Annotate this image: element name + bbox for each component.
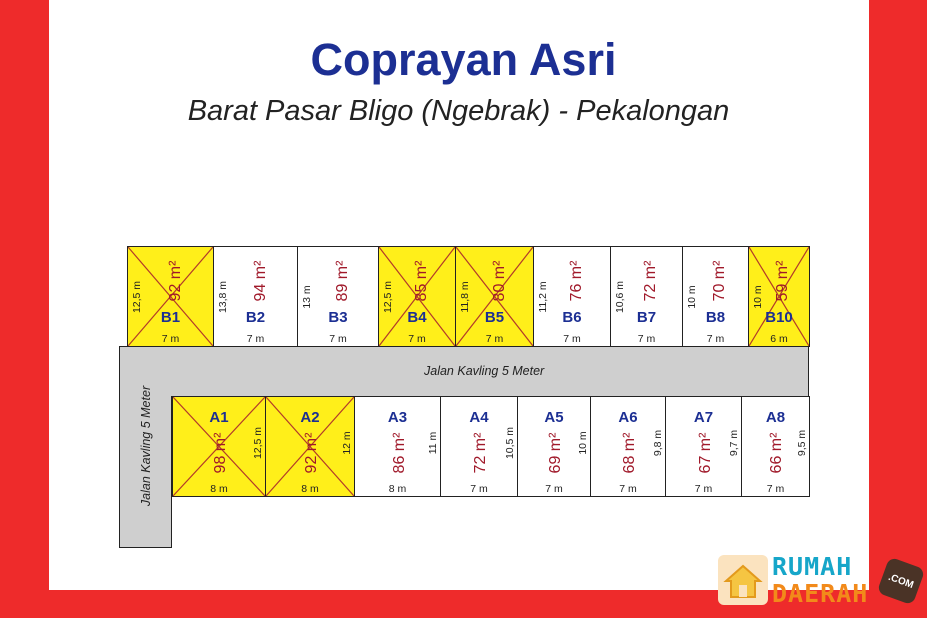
lot-width: 7 m — [694, 483, 713, 495]
lot-name: B3 — [328, 309, 348, 326]
lot-width: 7 m — [246, 333, 265, 345]
lot-width: 7 m — [470, 483, 488, 495]
lot-depth: 11,2 m — [537, 281, 549, 313]
lot-name: B5 — [484, 309, 505, 326]
lot-width: 8 m — [301, 483, 319, 495]
lot-a3 — [354, 396, 441, 497]
lot-width: 7 m — [563, 333, 581, 345]
lot-area: 85 m² — [413, 260, 431, 302]
lot-name: B8 — [705, 309, 726, 326]
logo-text-line1: RUMAH — [772, 552, 853, 581]
lot-depth: 13 m — [301, 285, 313, 309]
lot-area: 72 m² — [472, 432, 490, 474]
lot-depth: 9,5 m — [796, 429, 808, 457]
lot-depth: 10 m — [752, 285, 764, 309]
lot-name: A7 — [693, 409, 714, 426]
lot-b10 — [748, 246, 810, 347]
page-title: Coprayan Asri — [310, 34, 617, 85]
lot-area: 92 m² — [167, 260, 185, 302]
lot-width: 7 m — [329, 333, 347, 345]
lot-width: 7 m — [545, 483, 563, 495]
road-horizontal-label: Jalan Kavling 5 Meter — [424, 364, 545, 378]
lot-b8 — [682, 246, 749, 347]
lot-depth: 13,8 m — [217, 280, 229, 314]
lot-area: 86 m² — [390, 432, 408, 474]
lot-depth: 10,5 m — [504, 426, 516, 460]
lot-area: 70 m² — [710, 260, 728, 302]
lot-b4 — [378, 246, 456, 347]
lot-name: A1 — [209, 409, 229, 426]
page-subtitle: Barat Pasar Bligo (Ngebrak) - Pekalongan — [187, 95, 730, 127]
lot-name: A3 — [387, 409, 408, 426]
lot-width: 8 m — [210, 483, 228, 495]
house-icon — [718, 555, 768, 605]
lot-depth: 9,7 m — [728, 429, 740, 457]
lot-name: B2 — [245, 309, 266, 326]
lot-area: 59 m² — [774, 260, 792, 302]
lot-b7 — [610, 246, 683, 347]
lot-area: 76 m² — [568, 260, 586, 302]
lot-area: 69 m² — [546, 432, 564, 474]
lot-depth: 12,5 m — [252, 426, 264, 460]
lot-a7 — [665, 396, 742, 497]
lot-depth: 9,8 m — [652, 429, 664, 457]
lot-name: B6 — [562, 309, 582, 326]
lot-b1 — [127, 246, 214, 347]
lot-area: 72 m² — [642, 260, 660, 302]
lot-b3 — [297, 246, 379, 347]
lot-name: A5 — [544, 409, 564, 426]
lot-width: 7 m — [619, 483, 637, 495]
lot-width: 8 m — [388, 483, 407, 495]
lot-depth: 12 m — [341, 431, 353, 455]
lot-depth: 12,5 m — [382, 280, 394, 314]
lot-a4 — [440, 396, 518, 497]
lot-b5 — [455, 246, 534, 347]
lot-b6 — [533, 246, 611, 347]
lot-depth: 10 m — [577, 431, 589, 455]
lot-depth: 11,8 m — [459, 281, 471, 313]
road-vertical-label: Jalan Kavling 5 Meter — [139, 385, 153, 507]
lot-name: B1 — [160, 309, 181, 326]
lot-width: 7 m — [706, 333, 725, 345]
lot-depth: 10,6 m — [614, 280, 626, 314]
lot-area: 92 m² — [303, 432, 321, 474]
lot-area: 68 m² — [621, 432, 638, 474]
lot-name: A6 — [618, 409, 638, 426]
lot-width: 6 m — [770, 333, 788, 345]
lot-b2 — [213, 246, 298, 347]
lot-a2 — [265, 396, 355, 497]
lot-name: B4 — [407, 309, 427, 326]
lot-width: 7 m — [637, 333, 656, 345]
logo-suffix: .COM — [877, 557, 926, 606]
lot-depth: 10 m — [686, 285, 698, 309]
lot-area: 98 m² — [212, 432, 230, 474]
lot-area: 67 m² — [696, 432, 714, 474]
lot-area: 94 m² — [252, 260, 270, 302]
lot-name: A2 — [300, 409, 320, 426]
logo-text-line2: DAERAH — [772, 579, 869, 608]
lot-a5 — [517, 396, 591, 497]
lot-a6 — [590, 396, 666, 497]
lot-name: B10 — [765, 309, 793, 326]
lot-width: 7 m — [161, 333, 180, 345]
lot-width: 7 m — [766, 483, 785, 495]
lot-depth: 11 m — [427, 431, 439, 455]
lot-width: 7 m — [485, 333, 504, 345]
lot-area: 66 m² — [768, 432, 786, 474]
lot-a8 — [741, 396, 810, 497]
lot-depth: 12,5 m — [131, 280, 143, 314]
logo — [714, 552, 919, 608]
lot-name: B7 — [636, 309, 657, 326]
lot-name: A8 — [765, 409, 786, 426]
lot-name: A4 — [469, 409, 489, 426]
lot-area: 80 m² — [490, 260, 508, 302]
lot-width: 7 m — [408, 333, 426, 345]
lot-area: 89 m² — [334, 260, 352, 302]
lot-a1 — [172, 396, 266, 497]
